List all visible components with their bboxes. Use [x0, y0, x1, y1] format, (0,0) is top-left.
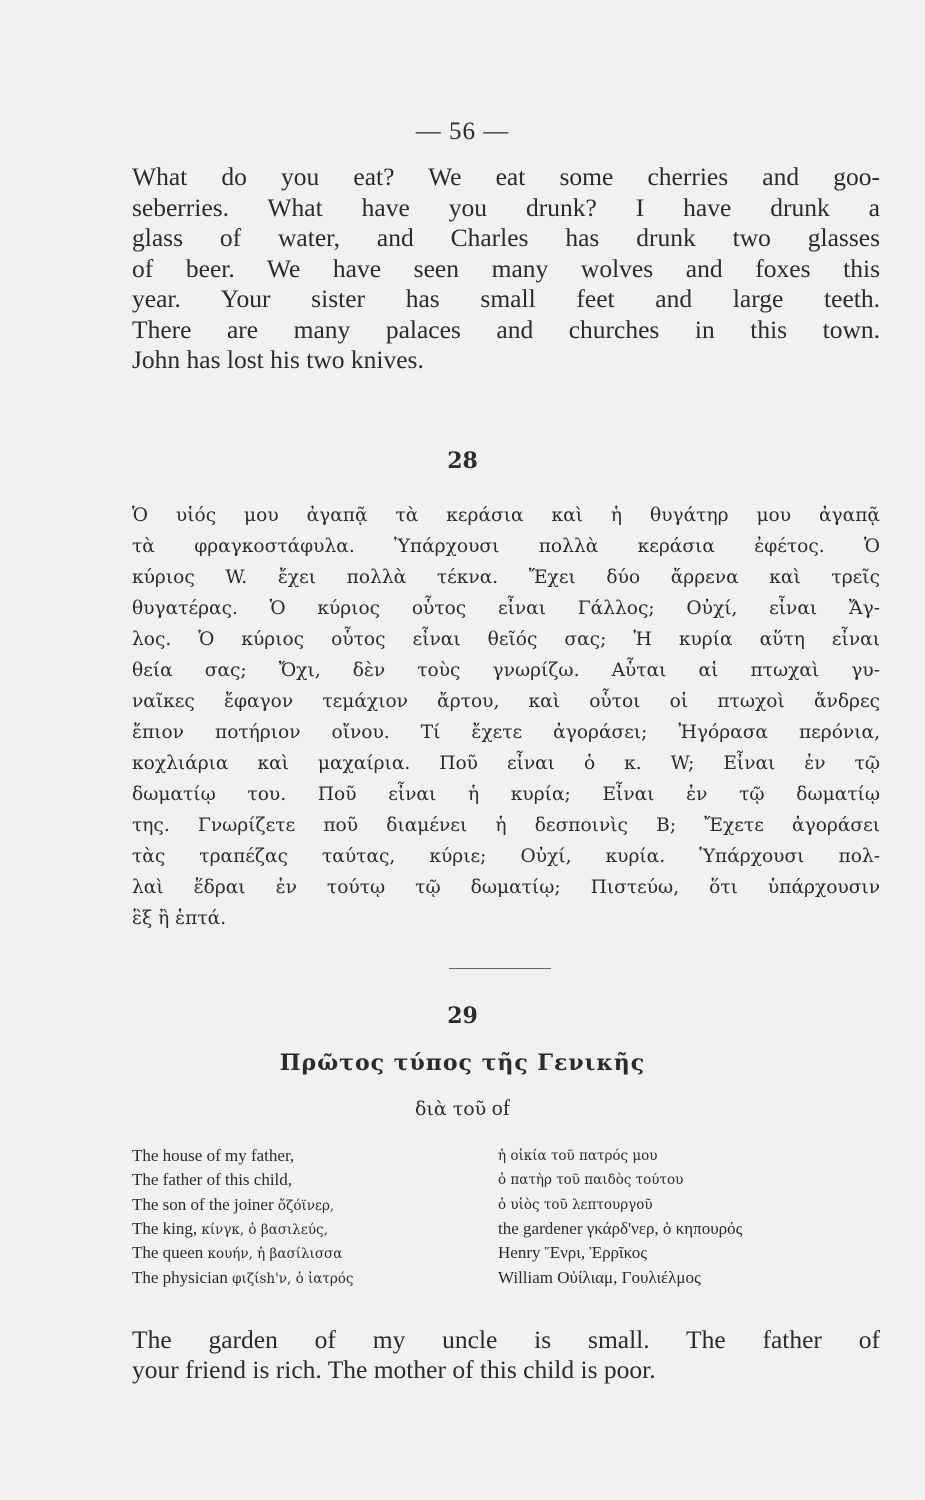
vocab-greek: William Οὐίλιαμ, Γουλιέλμος [498, 1267, 701, 1287]
text-line: τὰς τραπέζας ταύτας, κύριε; Οὐχί, κυρία. Ὑπάρχουσι πολ- [132, 846, 880, 867]
text-line: ἓξ ἢ ἑπτά. [132, 908, 227, 929]
text-line: λαὶ ἕδραι ἐν τούτῳ τῷ δωματίῳ; Πιστεύω, ὅτι ὑπάρχουσιν [132, 877, 880, 898]
text-line: κύριος W. ἔχει πολλὰ τέκνα. Ἔχει δύο ἄρρενα καὶ τρεῖς [132, 567, 880, 588]
subheading-english: of [491, 1095, 511, 1120]
english-exercise-paragraph-2 [132, 1325, 880, 1385]
vocab-english [132, 1195, 498, 1215]
vocab-english [132, 1170, 498, 1190]
vocab-greek: ὁ πατὴρ τοῦ παιδὸς τούτου [498, 1172, 684, 1189]
text-line: τὰ φραγκοστάφυλα. Ὑπάρχουσι πολλὰ κεράσια ἐφέτος. Ὁ [132, 536, 880, 557]
vocab-greek: the gardener γκάρδ'νερ, ὁ κηπουρός [498, 1219, 743, 1239]
english-term: The queen [132, 1243, 204, 1263]
english-exercise-paragraph [132, 162, 880, 376]
text-line: The garden of my uncle is small. The father of [132, 1325, 880, 1354]
text-line: θυγατέρας. Ὁ κύριος οὗτος εἶναι Γάλλος; Οὐχί, εἶναι Ἄγ- [132, 598, 880, 619]
vocab-english [132, 1219, 498, 1239]
page-number: — 56 — [415, 118, 510, 145]
text-line: seberries. What have you drunk? I have drunk a [132, 192, 880, 222]
vocab-english [132, 1243, 498, 1263]
text-line: λος. Ὁ κύριος οὗτος εἶναι θεῖός σας; Ἡ κυρία αὕτη εἶναι [132, 629, 880, 650]
english-term: The house of my father, [132, 1146, 295, 1166]
text-line: glass of water, and Charles has drunk two glasses [132, 223, 880, 252]
pronunciation-note: ὄζόϊνερ, [277, 1197, 335, 1214]
pronunciation-note: φιζίsh'ν, ὁ ἰατρός [232, 1270, 354, 1287]
vocab-row [132, 1265, 880, 1289]
text-line: θεία σας; Ὄχι, δὲν τοὺς γνωρίζω. Αὗται αἱ πτωχαὶ γυ- [132, 660, 880, 681]
english-term: The father of this child, [132, 1170, 293, 1190]
english-term: The king, [132, 1219, 198, 1239]
vocab-row [132, 1241, 880, 1265]
vocab-english [132, 1268, 498, 1288]
text-line: There are many palaces and churches in this town. [132, 314, 880, 344]
text-line: John has lost his two knives. [132, 345, 424, 374]
text-line: δωματίῳ του. Ποῦ εἶναι ἡ κυρία; Εἶναι ἐν τῷ δωματίῳ [132, 784, 880, 805]
text-line: What do you eat? We eat some cherries and goo- [132, 162, 880, 191]
text-line: year. Your sister has small feet and large teeth. [132, 284, 880, 313]
vocab-row [132, 1168, 880, 1192]
english-term: The son of the joiner [132, 1194, 274, 1214]
vocab-row [132, 1144, 880, 1168]
text-line: της. Γνωρίζετε ποῦ διαμένει ἡ δεσποινὶς B; Ἔχετε ἀγοράσει [132, 815, 880, 836]
pronunciation-note: κίνγκ, ὁ βασιλεύς, [201, 1222, 328, 1239]
section-number-28: 28 [447, 448, 478, 474]
vocab-row [132, 1217, 880, 1241]
text-line: ναῖκες ἔφαγον τεμάχιον ἄρτου, καὶ οὗτοι οἱ πτωχοὶ ἄνδρες [132, 691, 880, 712]
pronunciation-note: κουήν, ἡ βασίλισσα [207, 1246, 343, 1263]
text-line: ἔπιον ποτήριον οἴνου. Τί ἔχετε ἀγοράσει; Ἠγόρασα περόνια, [132, 722, 880, 743]
vocab-greek: ἡ οἰκία τοῦ πατρός μου [498, 1148, 658, 1165]
vocab-row [132, 1193, 880, 1217]
english-term: The physician [132, 1267, 228, 1287]
vocab-greek: Henry Ἕνρι, Ἐρρῖκος [498, 1243, 648, 1263]
text-line: Ὁ υἱός μου ἀγαπᾷ τὰ κεράσια καὶ ἡ θυγάτηρ μου ἀγαπᾷ [132, 505, 880, 526]
subheading-greek: διὰ τοῦ [414, 1098, 487, 1120]
section-heading: Πρῶτος τύπος τῆς Γενικῆς [279, 1050, 646, 1076]
section-divider [449, 968, 551, 969]
text-line: κοχλιάρια καὶ μαχαίρια. Ποῦ εἶναι ὁ κ. W; Εἶναι ἐν τῷ [132, 753, 880, 774]
text-line: of beer. We have seen many wolves and foxes this [132, 253, 880, 283]
vocabulary-list [132, 1144, 880, 1290]
greek-exercise-paragraph [132, 500, 880, 934]
vocab-english [132, 1146, 498, 1166]
text-line: your friend is rich. The mother of this child is poor. [132, 1355, 656, 1384]
vocab-greek: ὁ υἱὸς τοῦ λεπτουργοῦ [498, 1196, 653, 1213]
section-subheading [0, 1095, 925, 1121]
section-number-29: 29 [447, 1003, 478, 1029]
